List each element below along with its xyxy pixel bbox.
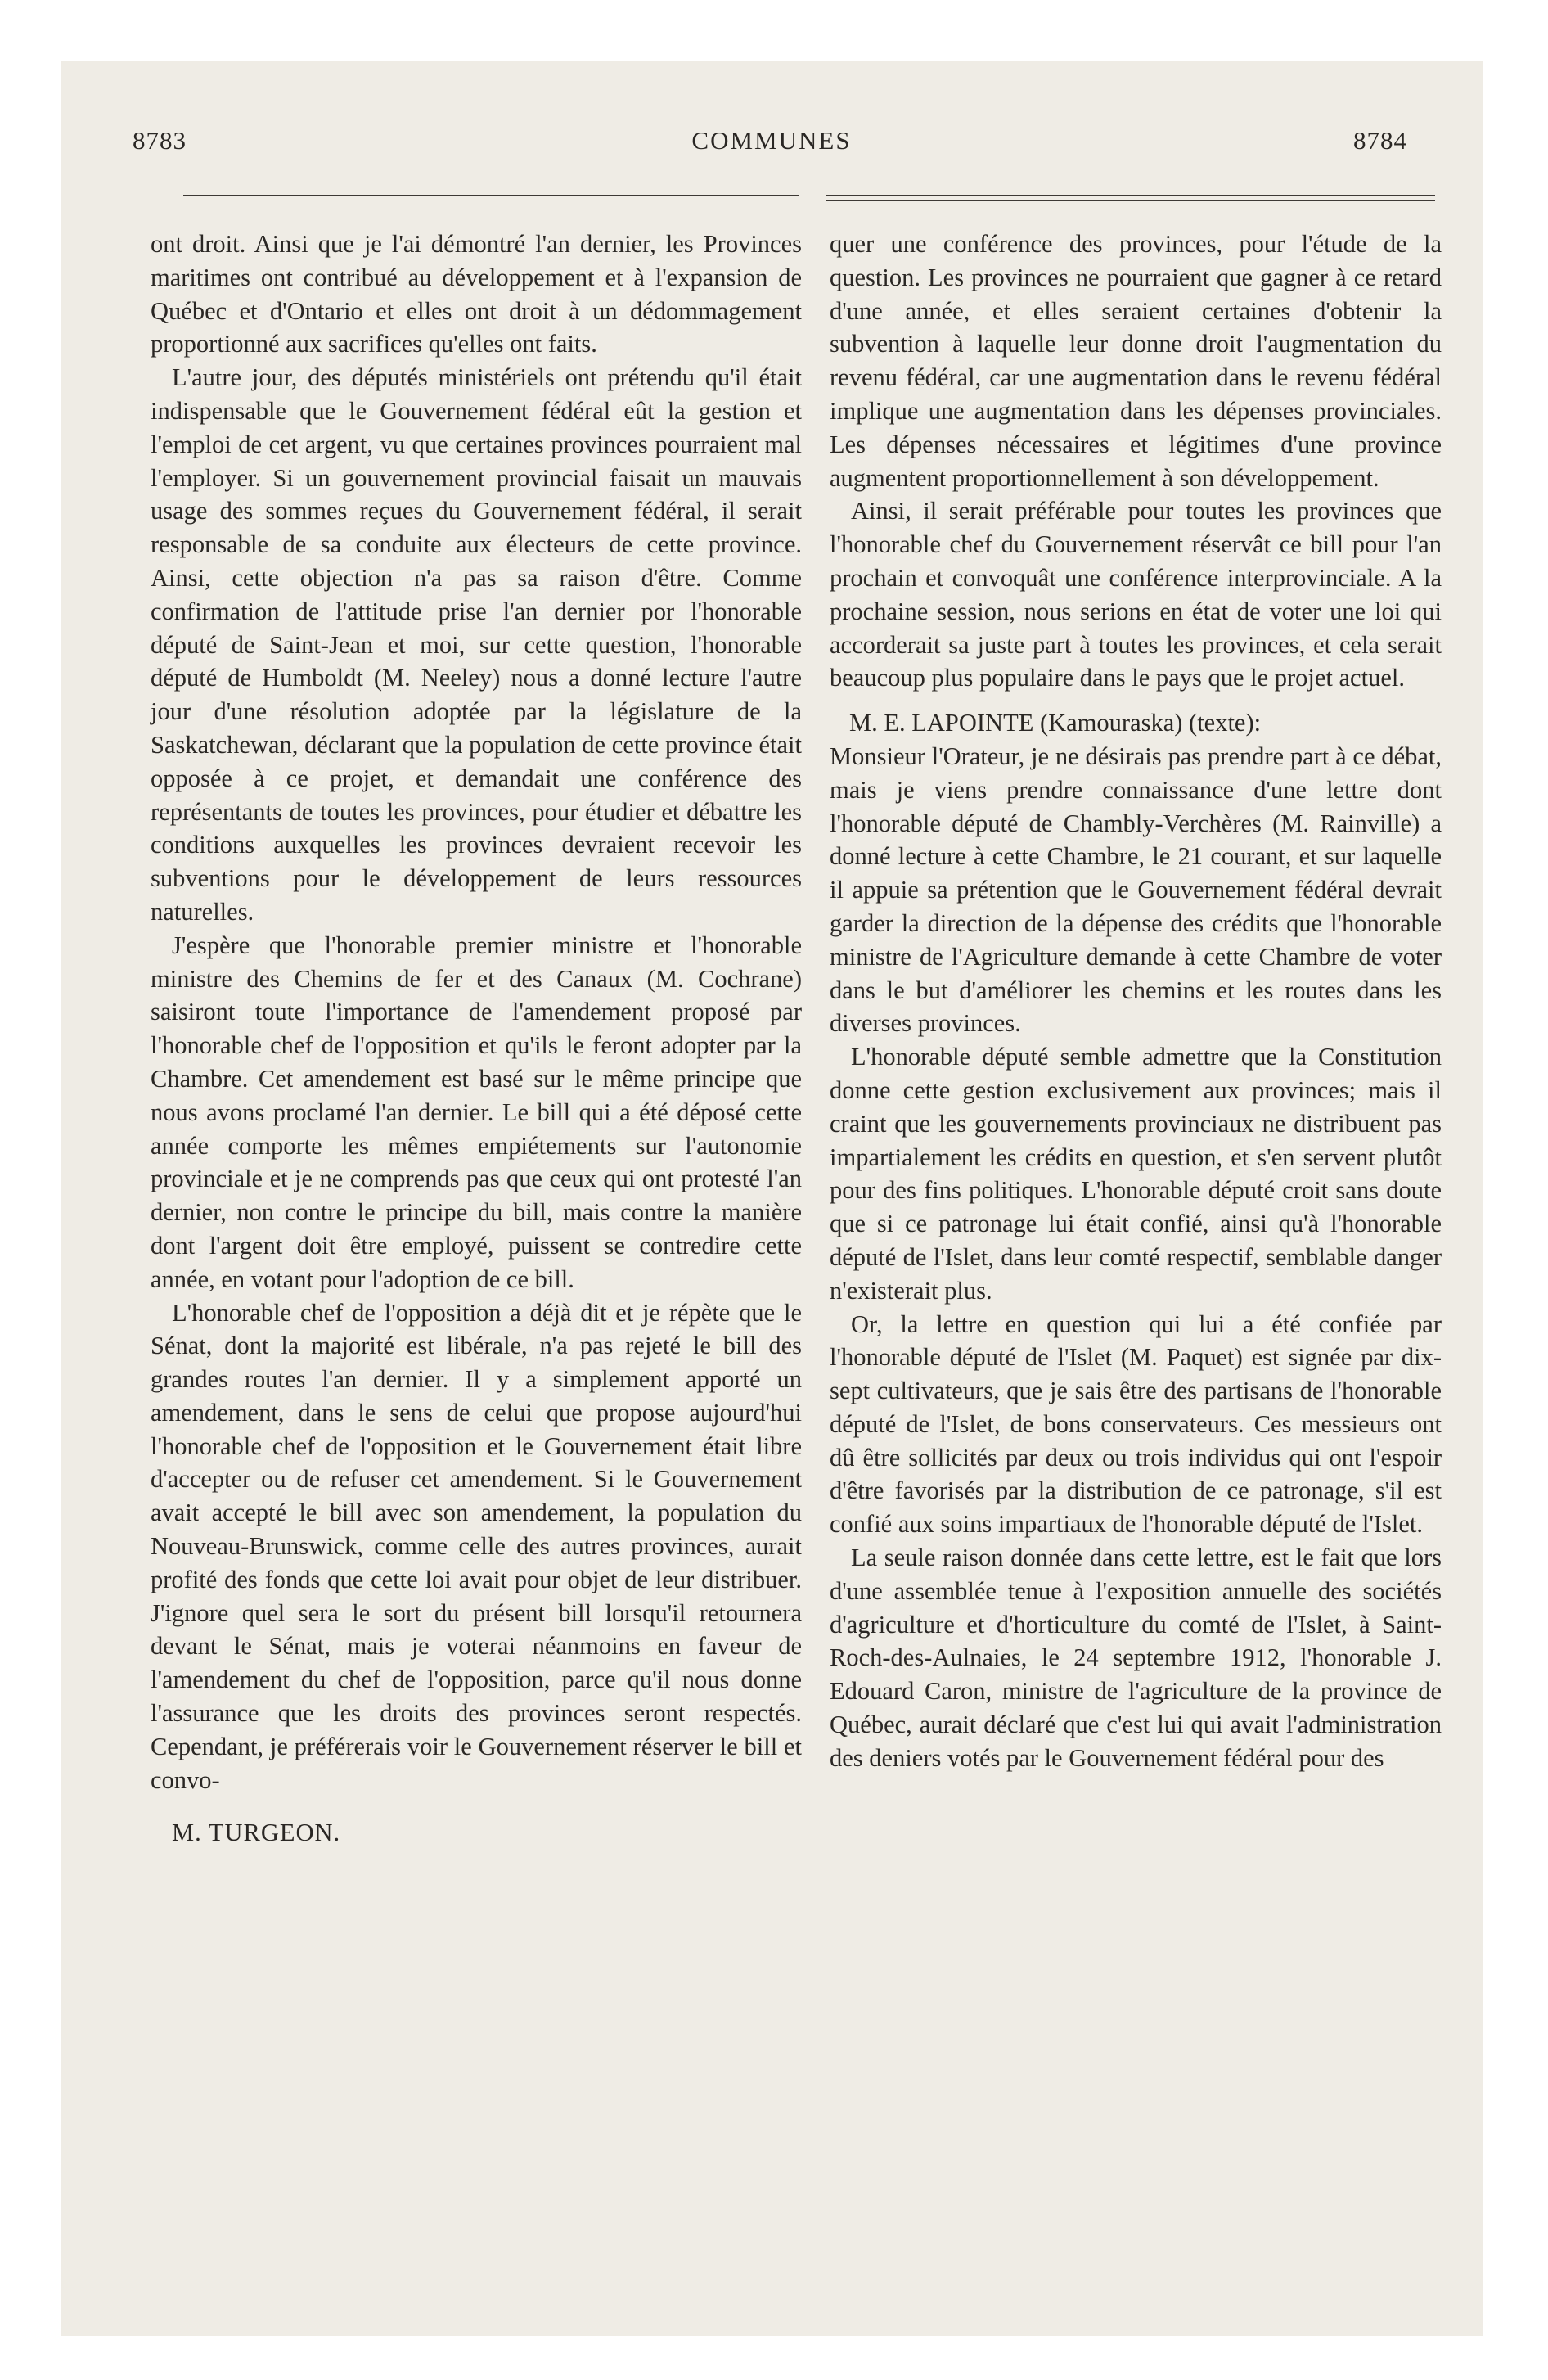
header-rule-left [183,195,799,196]
paragraph: quer une conférence des provinces, pour l'étude de la question. Les provinces ne pourraient que gagner à ce retard d'une année, et elles seraient certaines d'obtenir la subvention à laquelle leur donne droit l'augmentation du revenu fédéral, car une augmentation dans le revenu fédéral implique une augmentation dans les dépenses provinciales. Les dépenses nécessaires et légitimes d'une province augmentent proportionnellement à son développement. [830,230,1442,492]
paragraph: J'espère que l'honorable premier ministre et l'honorable ministre des Chemins de fer et des Canaux (M. Cochrane) saisiront toute l'importance de l'amendement proposé par l'honorable chef de l'opposition et qu'ils le feront adopter par la Chambre. Cet amendement est basé sur le même principe que nous avons proclamé l'an dernier. Le bill qui a été déposé cette année comporte les mêmes empiétements sur l'autonomie provinciale et je ne comprends pas que ceux qui ont protesté l'an dernier, non contre le principe du bill, mais contre la manière dont l'argent doit être employé, puissent se contredire cette année, en votant pour l'adoption de ce bill. [151,931,802,1293]
left-page-number: 8783 [133,126,187,155]
right-page-number: 8784 [1353,126,1407,155]
paragraph: L'autre jour, des députés ministériels ont prétendu qu'il était indispensable que le Gouvernement fédéral eût la gestion et l'emploi de cet argent, vu que certaines provinces pourraient mal l'employer. Si un gouvernement provincial faisait un mauvais usage des sommes reçues du Gouvernement fédéral, il serait responsable de sa conduite aux électeurs de cette province. Ainsi, cette objection n'a pas sa raison d'être. Comme confirmation de l'attitude prise l'an dernier por l'honorable député de Saint-Jean et moi, sur cette question, l'honorable député de Humboldt (M. Neeley) nous a donné lecture l'autre jour d'une résolution adoptée par la législature de la Saskatchewan, déclarant que la population de cette province était opposée à ce projet, et demandait une conférence des représentants de toutes les provinces, pour étudier et débattre les conditions auxquelles les provinces devraient recevoir les subventions pour le développement de leurs ressources naturelles. [151,363,802,926]
speaker-heading: M. E. LAPOINTE (Kamouraska) (texte): [849,709,1262,737]
page-header [61,126,1483,167]
left-column [151,228,802,1850]
document-page [61,61,1483,2336]
running-title: COMMUNES [691,126,852,155]
paragraph: Monsieur l'Orateur, je ne désirais pas prendre part à ce débat, mais je viens prendre connaissance d'une lettre dont l'honorable député de Chambly-Verchères (M. Rainville) a donné lecture à cette Chambre, le 21 courant, et sur laquelle il appuie sa prétention que le Gouvernement fédéral devrait garder la direction de la dépense des crédits que l'honorable ministre de l'Agriculture demande à cette Chambre de voter dans le but d'améliorer les chemins et les routes dans les diverses provinces. [830,741,1442,1038]
paragraph: ont droit. Ainsi que je l'ai démontré l'an dernier, les Provinces maritimes ont contribué au développement et à l'expansion de Québec et d'Ontario et elles ont droit à un dédommagement proportionné aux sacrifices qu'elles ont faits. [151,230,802,358]
paragraph: Ainsi, il serait préférable pour toutes les provinces que l'honorable chef du Gouvernement réservât ce bill pour l'an prochain et convoquât une conférence interprovinciale. A la prochaine session, nous serions en état de voter une loi qui accorderait sa juste part à toutes les provinces, et cela serait beaucoup plus populaire dans le pays que le projet actuel. [830,497,1442,692]
paragraph: L'honorable chef de l'opposition a déjà dit et je répète que le Sénat, dont la majorité est libérale, n'a pas rejeté le bill des grandes routes l'an dernier. Il y a simplement apporté un amendement, dans le sens de celui que propose aujourd'hui l'honorable chef de l'opposition et le Gouvernement était libre d'accepter ou de refuser cet amendement. Si le Gouvernement avait accepté le bill avec son amendement, la population du Nouveau-Brunswick, comme celle des autres provinces, aurait profité des fonds que cette loi avait pour objet de leur distribuer. J'ignore quel sera le sort du présent bill lorsqu'il retournera devant le Sénat, mais je voterai néanmoins en faveur de l'amendement du chef de l'opposition, parce qu'il nous donne l'assurance que les droits des provinces seront respectés. Cependant, je préférerais voir le Gouvernement réserver le bill et convo- [151,1298,802,1794]
paragraph: Or, la lettre en question qui lui a été confiée par l'honorable député de l'Islet (M. Paquet) est signée par dix-sept cultivateurs, que je sais être des partisans de l'honorable député de l'Islet, de bons conservateurs. Ces messieurs ont dû être sollicités par deux ou trois individus qui ont l'espoir d'être favorisés par la distribution de ce patronage, s'il est confié aux soins impartiaux de l'honorable député de l'Islet. [830,1309,1442,1539]
paragraph: La seule raison donnée dans cette lettre, est le fait que lors d'une assemblée tenue à l'exposition annuelle des sociétés d'agriculture et d'horticulture du comté de l'Islet, à Saint-Roch-des-Aulnaies, le 24 septembre 1912, l'honorable J. Edouard Caron, ministre de l'agriculture de la province de Québec, aurait déclaré que c'est lui qui avait l'administration des deniers votés par le Gouvernement fédéral pour des [830,1544,1442,1772]
paragraph: L'honorable député semble admettre que la Constitution donne cette gestion exclusivement aux provinces; mais il craint que les gouvernements provinciaux ne distribuent pas impartialement les crédits en question, et s'en servent plutôt pour des fins politiques. L'honorable député croit sans doute que si ce patronage lui était confié, ainsi qu'à l'honorable député de l'Islet, dans leur comté respectif, semblable danger n'existerait plus. [830,1043,1442,1305]
header-rule-right-double [826,200,1435,201]
header-rule-right [826,195,1435,196]
right-column [830,228,1442,1775]
speaker-signature: M. TURGEON. [172,1819,341,1847]
